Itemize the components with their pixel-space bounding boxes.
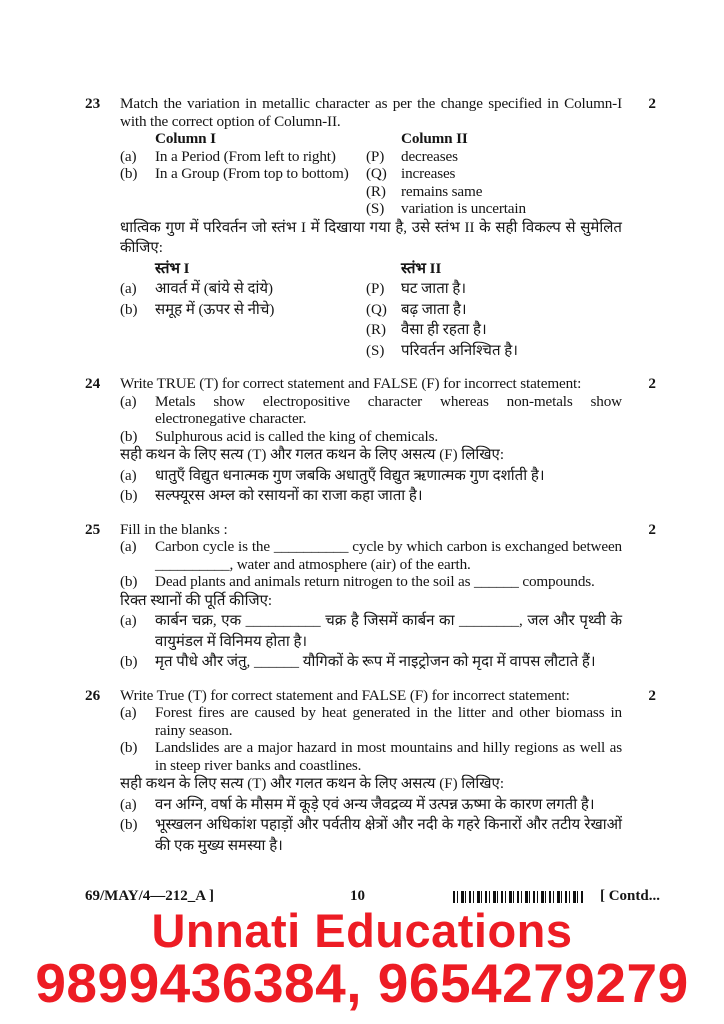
continued-label: [ Contd... xyxy=(599,888,660,904)
match-option-label: (S) xyxy=(366,200,385,217)
column-2-header: स्तंभ II xyxy=(401,260,442,277)
watermark-institute-name: Unnati Educations xyxy=(151,904,573,957)
sub-question-hindi xyxy=(120,486,622,507)
sub-question xyxy=(120,428,622,446)
sub-question-label: (a) xyxy=(120,538,137,555)
sub-question-label: (b) xyxy=(120,427,138,445)
sub-question-text: Sulphurous acid is called the king of chemicals. xyxy=(155,427,438,445)
match-option-label: (P) xyxy=(366,281,385,297)
match-option-text: decreases xyxy=(401,147,458,165)
match-item-text: In a Period (From left to right) xyxy=(155,147,336,165)
sub-question-text: Landslides are a major hazard in most mountains and hilly regions as well as in steep river banks and coastlines. xyxy=(155,739,622,774)
sub-question-text: Metals show electropositive character whereas non-metals show electronegative character. xyxy=(155,392,622,427)
question-26 xyxy=(85,687,656,857)
question-number: 24 xyxy=(85,375,101,392)
match-item-text: समूह में (ऊपर से नीचे) xyxy=(155,301,275,318)
match-option-label: (Q) xyxy=(366,301,387,318)
column-2-header: Column II xyxy=(401,130,468,147)
match-option-label: (Q) xyxy=(366,165,387,182)
question-25 xyxy=(85,521,656,673)
sub-question xyxy=(120,573,622,591)
question-text-hindi: रिक्त स्थानों की पूर्ति कीजिए: xyxy=(120,592,273,609)
sub-question-text: Dead plants and animals return nitrogen to the soil as ______ compounds. xyxy=(155,573,595,590)
question-number: 26 xyxy=(85,686,101,704)
match-option-row xyxy=(366,183,622,201)
match-option-text: increases xyxy=(401,165,456,182)
match-option-row xyxy=(366,165,622,183)
question-number: 23 xyxy=(85,95,101,112)
sub-question-label: (a) xyxy=(120,467,137,484)
match-item-label: (b) xyxy=(120,301,138,318)
question-marks: 2 xyxy=(648,375,656,392)
match-option-text: variation is uncertain xyxy=(401,200,526,217)
match-item-text: आवर्त में (बांये से दांये) xyxy=(155,281,274,297)
barcode-icon xyxy=(453,891,585,903)
match-option-group xyxy=(366,165,622,200)
sub-question-hindi xyxy=(120,652,622,673)
sub-question-text: कार्बन चक्र, एक __________ चक्र है जिसमें कार्बन का ________, जल और पृथ्वी के वायुमंडल में विनिमय होता है। xyxy=(155,613,622,650)
question-marks: 2 xyxy=(648,520,656,538)
match-option-label: (S) xyxy=(366,342,385,359)
watermark-phone-numbers: 9899436384, 9654279279 xyxy=(35,952,689,1014)
match-item-label: (a) xyxy=(120,147,137,165)
match-table-english xyxy=(120,130,622,218)
sub-question-label: (a) xyxy=(120,796,137,813)
question-text-hindi: सही कथन के लिए सत्य (T) और गलत कथन के लिए असत्य (F) लिखिए: xyxy=(120,776,504,792)
sub-question-text: सल्फ्यूरस अम्ल को रसायनों का राजा कहा जाता है। xyxy=(155,488,423,504)
question-text-hindi: धात्विक गुण में परिवर्तन जो स्तंभ I में दिखाया गया है, उसे स्तंभ II के सही विकल्प से सुमेलित कीजिए: xyxy=(120,219,622,256)
question-24 xyxy=(85,375,656,507)
page-number: 10 xyxy=(350,888,365,904)
sub-question-hindi xyxy=(120,795,622,816)
question-marks: 2 xyxy=(648,686,656,704)
match-option-label: (R) xyxy=(366,182,386,200)
sub-question xyxy=(120,704,622,739)
match-option-label: (R) xyxy=(366,322,386,338)
question-text-english: Write True (T) for correct statement and FALSE (F) for incorrect statement: xyxy=(120,686,570,704)
sub-question-label: (b) xyxy=(120,654,138,670)
question-text-english: Match the variation in metallic character as per the change specified in Column-I with the correct option of Column-II. xyxy=(120,95,622,130)
question-marks: 2 xyxy=(648,95,656,112)
column-1-header: स्तंभ I xyxy=(155,260,190,277)
match-option-text: वैसा ही रहता है। xyxy=(401,322,487,338)
watermark-stamp xyxy=(0,904,724,1014)
sub-question-label: (b) xyxy=(120,739,138,756)
match-option-text: बढ़ जाता है। xyxy=(401,301,467,318)
sub-question-label: (b) xyxy=(120,573,138,590)
question-23 xyxy=(85,95,656,361)
questions-area xyxy=(85,95,656,870)
question-text-english: Write TRUE (T) for correct statement and FALSE (F) for incorrect statement: xyxy=(120,375,582,392)
match-option-text: घट जाता है। xyxy=(401,281,467,297)
question-number: 25 xyxy=(85,520,101,538)
match-option-text: remains same xyxy=(401,182,483,200)
sub-question xyxy=(120,393,622,428)
sub-question-label: (b) xyxy=(120,817,138,833)
question-text-hindi: सही कथन के लिए सत्य (T) और गलत कथन के लिए असत्य (F) लिखिए: xyxy=(120,447,504,463)
sub-question-label: (a) xyxy=(120,704,137,721)
match-item-label: (a) xyxy=(120,281,137,297)
sub-question xyxy=(120,538,622,573)
paper-code: 69/MAY/4—212_A ] xyxy=(85,888,215,904)
sub-question-text: भूस्खलन अधिकांश पहाड़ों और पर्वतीय क्षेत्रों और नदी के गहरे किनारों और तटीय रेखाओं की एक मुख्य समस्या है। xyxy=(155,817,622,854)
sub-question-hindi xyxy=(120,611,622,652)
sub-question-label: (b) xyxy=(120,488,138,504)
column-1-header: Column I xyxy=(155,130,216,147)
sub-question-text: धातुएँ विद्युत धनात्मक गुण जबकि अधातुएँ विद्युत ऋणात्मक गुण दर्शाती है। xyxy=(155,467,545,484)
match-option-text: परिवर्तन अनिश्चित है। xyxy=(401,342,518,359)
match-option-label: (P) xyxy=(366,147,385,165)
sub-question xyxy=(120,739,622,774)
sub-question-text: वन अग्नि, वर्षा के मौसम में कूड़े एवं अन्य जैवद्रव्य में उत्पन्न ऊष्मा के कारण लगती है। xyxy=(155,796,595,813)
sub-question-label: (a) xyxy=(120,392,137,410)
match-item-label: (b) xyxy=(120,165,138,182)
question-text-english: Fill in the blanks : xyxy=(120,520,228,538)
sub-question-hindi xyxy=(120,815,622,856)
match-item-text: In a Group (From top to bottom) xyxy=(155,165,349,182)
match-table-hindi xyxy=(120,259,622,362)
sub-question-text: मृत पौधे और जंतु, ______ यौगिकों के रूप में नाइट्रोजन को मृदा में वापस लौटाते हैं। xyxy=(155,654,596,670)
sub-question-text: Carbon cycle is the __________ cycle by which carbon is exchanged between __________, water and atmosphere (air) of the earth. xyxy=(155,538,622,573)
sub-question-label: (a) xyxy=(120,613,137,629)
sub-question-text: Forest fires are caused by heat generated in the litter and other biomass in rainy season. xyxy=(155,704,622,739)
sub-question-hindi xyxy=(120,466,622,487)
